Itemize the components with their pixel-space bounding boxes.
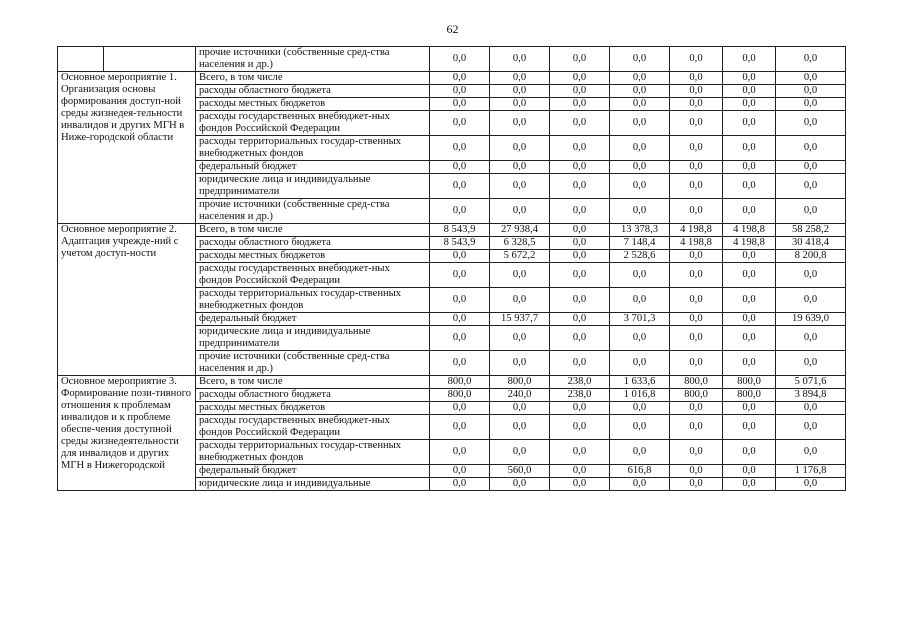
value-cell: 0,0 [610, 47, 670, 72]
value-cell: 800,0 [430, 389, 490, 402]
funding-source-label: прочие источники (собственные сред-ства населения и др.) [196, 199, 430, 224]
value-cell: 0,0 [550, 326, 610, 351]
value-cell: 0,0 [670, 161, 723, 174]
value-cell: 0,0 [723, 111, 776, 136]
value-cell: 0,0 [610, 199, 670, 224]
value-cell: 0,0 [550, 237, 610, 250]
value-cell: 238,0 [550, 389, 610, 402]
value-cell: 0,0 [723, 465, 776, 478]
value-cell: 30 418,4 [776, 237, 846, 250]
value-cell: 240,0 [490, 389, 550, 402]
value-cell: 0,0 [670, 326, 723, 351]
value-cell: 0,0 [430, 478, 490, 491]
value-cell: 0,0 [550, 351, 610, 376]
value-cell: 800,0 [723, 376, 776, 389]
value-cell: 5 071,6 [776, 376, 846, 389]
value-cell: 27 938,4 [490, 224, 550, 237]
value-cell: 0,0 [430, 111, 490, 136]
value-cell: 0,0 [776, 288, 846, 313]
value-cell: 0,0 [430, 440, 490, 465]
value-cell: 5 672,2 [490, 250, 550, 263]
value-cell: 0,0 [670, 465, 723, 478]
value-cell: 1 633,6 [610, 376, 670, 389]
value-cell: 0,0 [430, 288, 490, 313]
value-cell: 616,8 [610, 465, 670, 478]
value-cell: 0,0 [550, 224, 610, 237]
value-cell: 0,0 [776, 174, 846, 199]
page-number: 62 [446, 22, 459, 36]
funding-source-label: расходы территориальных государ-ственных внебюджетных фондов [196, 136, 430, 161]
funding-source-label: прочие источники (собственные сред-ства населения и др.) [196, 351, 430, 376]
value-cell: 0,0 [490, 161, 550, 174]
value-cell: 6 328,5 [490, 237, 550, 250]
value-cell: 0,0 [550, 85, 610, 98]
value-cell: 0,0 [430, 402, 490, 415]
funding-source-label: расходы областного бюджета [196, 237, 430, 250]
value-cell: 0,0 [610, 98, 670, 111]
value-cell: 15 937,7 [490, 313, 550, 326]
funding-source-label: расходы местных бюджетов [196, 402, 430, 415]
value-cell: 0,0 [670, 85, 723, 98]
value-cell: 800,0 [670, 389, 723, 402]
value-cell: 0,0 [723, 288, 776, 313]
value-cell: 0,0 [670, 402, 723, 415]
value-cell: 0,0 [490, 402, 550, 415]
funding-source-label: прочие источники (собственные сред-ства населения и др.) [196, 47, 430, 72]
value-cell: 0,0 [776, 263, 846, 288]
value-cell: 0,0 [490, 98, 550, 111]
value-cell: 0,0 [723, 263, 776, 288]
value-cell: 800,0 [670, 376, 723, 389]
value-cell: 0,0 [670, 111, 723, 136]
table-body [58, 47, 846, 491]
value-cell: 0,0 [670, 136, 723, 161]
value-cell: 4 198,8 [723, 237, 776, 250]
value-cell: 0,0 [430, 465, 490, 478]
value-cell: 0,0 [430, 263, 490, 288]
value-cell: 0,0 [550, 465, 610, 478]
value-cell: 0,0 [430, 415, 490, 440]
funding-source-label: расходы государственных внебюджет-ных фондов Российской Федерации [196, 263, 430, 288]
value-cell: 7 148,4 [610, 237, 670, 250]
value-cell: 0,0 [776, 440, 846, 465]
value-cell: 4 198,8 [670, 224, 723, 237]
value-cell: 0,0 [723, 199, 776, 224]
value-cell: 0,0 [490, 72, 550, 85]
value-cell: 0,0 [550, 72, 610, 85]
value-cell: 0,0 [490, 263, 550, 288]
funding-source-label: расходы местных бюджетов [196, 250, 430, 263]
value-cell: 238,0 [550, 376, 610, 389]
value-cell: 0,0 [776, 351, 846, 376]
funding-source-label: Всего, в том числе [196, 376, 430, 389]
value-cell: 0,0 [723, 72, 776, 85]
value-cell: 13 378,3 [610, 224, 670, 237]
value-cell: 0,0 [550, 313, 610, 326]
funding-source-label: Всего, в том числе [196, 224, 430, 237]
value-cell: 0,0 [550, 250, 610, 263]
value-cell: 0,0 [723, 351, 776, 376]
funding-source-label: расходы областного бюджета [196, 85, 430, 98]
value-cell: 0,0 [550, 440, 610, 465]
value-cell: 0,0 [610, 326, 670, 351]
value-cell: 0,0 [670, 313, 723, 326]
value-cell: 0,0 [670, 72, 723, 85]
activity-title: Основное мероприятие 3. Формирование пози-тивного отношения к проблемам инвалидов и к проблеме обеспе-чения доступной среды жизнедеятельности для инвалидов и других МГН в Нижегородской [58, 376, 196, 491]
value-cell: 0,0 [723, 415, 776, 440]
value-cell: 0,0 [430, 199, 490, 224]
funding-source-label: юридические лица и индивидуальные предприниматели [196, 174, 430, 199]
value-cell: 0,0 [490, 440, 550, 465]
funding-source-label: Всего, в том числе [196, 72, 430, 85]
value-cell: 0,0 [550, 402, 610, 415]
value-cell: 0,0 [430, 47, 490, 72]
value-cell: 4 198,8 [670, 237, 723, 250]
value-cell: 0,0 [430, 326, 490, 351]
funding-source-label: федеральный бюджет [196, 161, 430, 174]
value-cell: 0,0 [776, 136, 846, 161]
value-cell: 560,0 [490, 465, 550, 478]
value-cell: 0,0 [610, 440, 670, 465]
empty-cell [58, 47, 104, 72]
value-cell: 0,0 [776, 415, 846, 440]
value-cell: 0,0 [550, 288, 610, 313]
funding-source-label: федеральный бюджет [196, 313, 430, 326]
value-cell: 0,0 [430, 174, 490, 199]
funding-source-label: юридические лица и индивидуальные предприниматели [196, 326, 430, 351]
value-cell: 0,0 [550, 415, 610, 440]
value-cell: 0,0 [610, 263, 670, 288]
value-cell: 0,0 [610, 351, 670, 376]
value-cell: 0,0 [490, 199, 550, 224]
value-cell: 0,0 [550, 478, 610, 491]
funding-source-label: расходы территориальных государ-ственных внебюджетных фондов [196, 288, 430, 313]
value-cell: 800,0 [430, 376, 490, 389]
value-cell: 1 016,8 [610, 389, 670, 402]
value-cell: 0,0 [550, 47, 610, 72]
value-cell: 0,0 [550, 263, 610, 288]
value-cell: 0,0 [723, 402, 776, 415]
value-cell: 8 543,9 [430, 224, 490, 237]
funding-table [57, 46, 846, 491]
value-cell: 0,0 [670, 415, 723, 440]
value-cell: 0,0 [670, 199, 723, 224]
value-cell: 0,0 [670, 47, 723, 72]
value-cell: 0,0 [723, 174, 776, 199]
value-cell: 3 701,3 [610, 313, 670, 326]
value-cell: 0,0 [723, 478, 776, 491]
value-cell: 0,0 [723, 326, 776, 351]
value-cell: 0,0 [550, 98, 610, 111]
value-cell: 0,0 [610, 402, 670, 415]
value-cell: 0,0 [723, 98, 776, 111]
value-cell: 0,0 [670, 250, 723, 263]
value-cell: 0,0 [670, 440, 723, 465]
value-cell: 0,0 [490, 111, 550, 136]
value-cell: 0,0 [430, 98, 490, 111]
value-cell: 3 894,8 [776, 389, 846, 402]
value-cell: 0,0 [610, 288, 670, 313]
funding-source-label: расходы государственных внебюджет-ных фондов Российской Федерации [196, 415, 430, 440]
value-cell: 0,0 [670, 288, 723, 313]
value-cell: 0,0 [610, 478, 670, 491]
value-cell: 0,0 [490, 288, 550, 313]
value-cell: 0,0 [550, 161, 610, 174]
value-cell: 0,0 [776, 98, 846, 111]
value-cell: 0,0 [490, 478, 550, 491]
value-cell: 0,0 [430, 351, 490, 376]
value-cell: 0,0 [670, 98, 723, 111]
value-cell: 0,0 [490, 326, 550, 351]
value-cell: 0,0 [776, 111, 846, 136]
value-cell: 8 543,9 [430, 237, 490, 250]
value-cell: 800,0 [490, 376, 550, 389]
value-cell: 0,0 [723, 161, 776, 174]
value-cell: 0,0 [610, 174, 670, 199]
value-cell: 0,0 [610, 161, 670, 174]
activity-title: Основное мероприятие 1. Организация основы формирования доступ-ной среды жизнедея-тельности инвалидов и других МГН в Ниже-городской области [58, 72, 196, 224]
value-cell: 0,0 [670, 263, 723, 288]
value-cell: 0,0 [490, 174, 550, 199]
value-cell: 0,0 [670, 174, 723, 199]
value-cell: 0,0 [723, 440, 776, 465]
value-cell: 0,0 [490, 85, 550, 98]
value-cell: 0,0 [430, 161, 490, 174]
value-cell: 0,0 [610, 136, 670, 161]
value-cell: 0,0 [490, 136, 550, 161]
empty-cell [104, 47, 196, 72]
value-cell: 8 200,8 [776, 250, 846, 263]
table-row [58, 376, 846, 389]
value-cell: 0,0 [776, 47, 846, 72]
value-cell: 0,0 [610, 72, 670, 85]
funding-source-label: расходы областного бюджета [196, 389, 430, 402]
table-row [58, 72, 846, 85]
value-cell: 4 198,8 [723, 224, 776, 237]
value-cell: 0,0 [670, 478, 723, 491]
value-cell: 0,0 [610, 415, 670, 440]
value-cell: 0,0 [430, 72, 490, 85]
value-cell: 19 639,0 [776, 313, 846, 326]
funding-source-label: расходы местных бюджетов [196, 98, 430, 111]
value-cell: 0,0 [490, 351, 550, 376]
value-cell: 0,0 [430, 250, 490, 263]
value-cell: 0,0 [430, 313, 490, 326]
value-cell: 0,0 [776, 478, 846, 491]
value-cell: 1 176,8 [776, 465, 846, 478]
value-cell: 0,0 [776, 72, 846, 85]
value-cell: 0,0 [550, 199, 610, 224]
value-cell: 0,0 [776, 85, 846, 98]
value-cell: 2 528,6 [610, 250, 670, 263]
table-row [58, 47, 846, 72]
value-cell: 0,0 [550, 174, 610, 199]
value-cell: 0,0 [723, 47, 776, 72]
value-cell: 0,0 [550, 136, 610, 161]
value-cell: 800,0 [723, 389, 776, 402]
value-cell: 58 258,2 [776, 224, 846, 237]
value-cell: 0,0 [610, 85, 670, 98]
value-cell: 0,0 [723, 85, 776, 98]
value-cell: 0,0 [776, 161, 846, 174]
funding-source-label: юридические лица и индивидуальные [196, 478, 430, 491]
funding-source-label: расходы территориальных государ-ственных внебюджетных фондов [196, 440, 430, 465]
funding-source-label: расходы государственных внебюджет-ных фондов Российской Федерации [196, 111, 430, 136]
value-cell: 0,0 [610, 111, 670, 136]
value-cell: 0,0 [430, 85, 490, 98]
value-cell: 0,0 [490, 415, 550, 440]
value-cell: 0,0 [550, 111, 610, 136]
activity-title: Основное мероприятие 2. Адаптация учрежде-ний с учетом доступ-ности [58, 224, 196, 376]
funding-source-label: федеральный бюджет [196, 465, 430, 478]
value-cell: 0,0 [723, 136, 776, 161]
value-cell: 0,0 [723, 250, 776, 263]
value-cell: 0,0 [776, 326, 846, 351]
value-cell: 0,0 [776, 402, 846, 415]
value-cell: 0,0 [776, 199, 846, 224]
value-cell: 0,0 [670, 351, 723, 376]
value-cell: 0,0 [490, 47, 550, 72]
table-row [58, 224, 846, 237]
value-cell: 0,0 [723, 313, 776, 326]
value-cell: 0,0 [430, 136, 490, 161]
